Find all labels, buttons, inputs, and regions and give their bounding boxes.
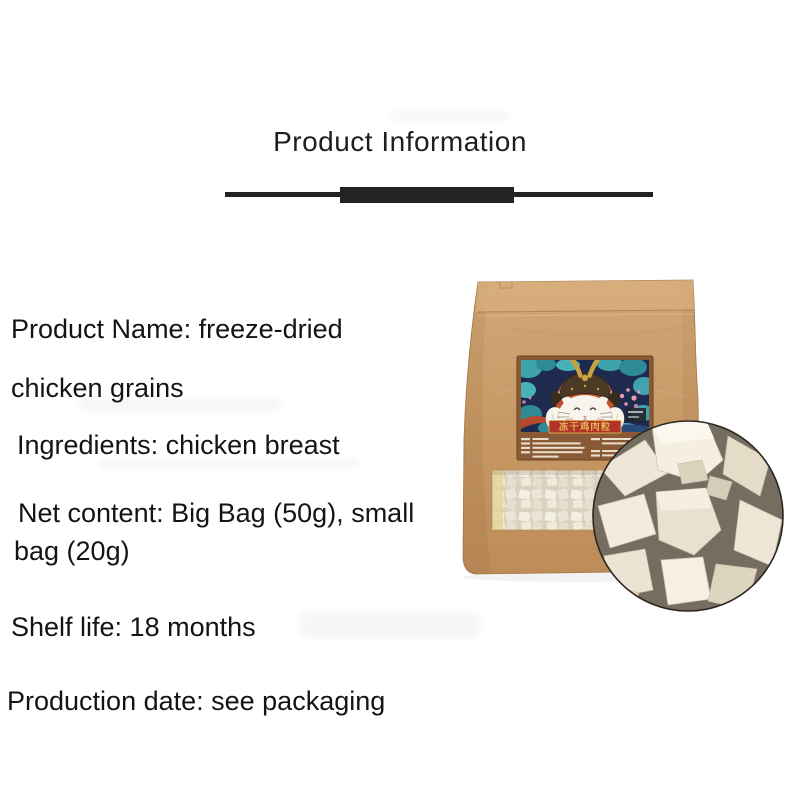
info-line-product-name-wrap: chicken grains [11,373,184,403]
label-banner [549,421,621,434]
info-line-net-content-wrap: bag (20g) [14,536,130,566]
info-line-ingredients: Ingredients: chicken breast [17,430,340,460]
yellow-chunk [492,470,503,530]
info-line-shelf-life: Shelf life: 18 months [11,612,256,642]
info-line-product-name: Product Name: freeze-dried [11,314,343,344]
pouch-seal-band [476,280,694,312]
page-title: Product Information [273,126,527,157]
divider-center-bar [340,187,514,203]
watermark-ghost [390,112,510,120]
signature-block [626,408,646,422]
info-line-net-content: Net content: Big Bag (50g), small [18,498,415,528]
chunk-inset [593,418,783,615]
product-photo [440,268,800,640]
title-divider [0,186,800,206]
label-banner-text: 冻干鸡肉粒 [558,422,612,433]
info-line-production-date: Production date: see packaging [7,686,386,716]
